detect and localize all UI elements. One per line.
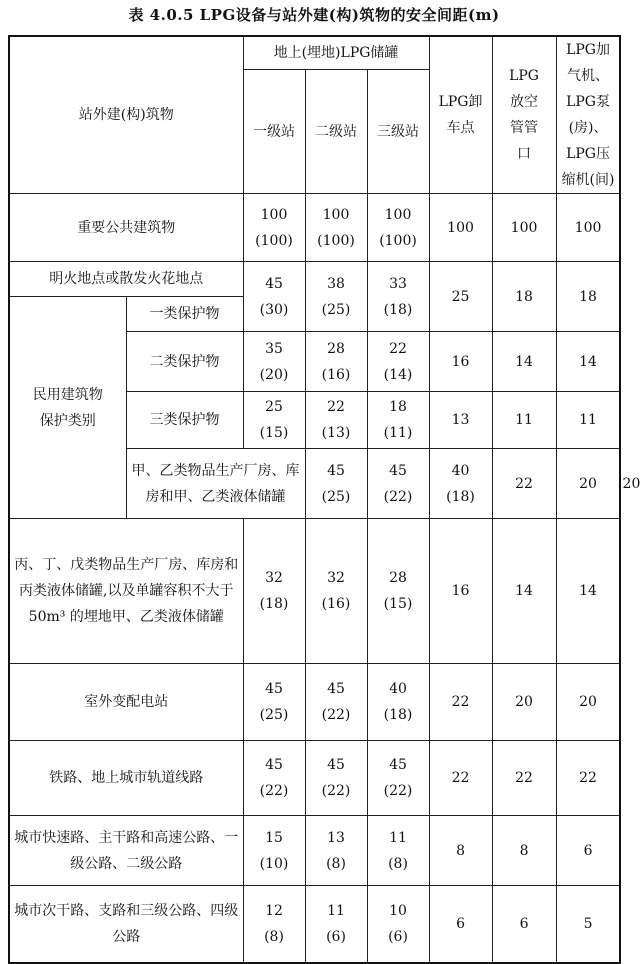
table-caption: 表 4.0.5 LPG设备与站外建(构)筑物的安全间距(m) <box>128 6 500 24</box>
header-dispenser-pump-compressor: LPG加气机、LPG泵(房)、LPG压缩机(间) <box>556 36 620 194</box>
cell-grade-3: 33 (18) <box>367 262 429 332</box>
cell-grade-1: 25 (15) <box>243 392 305 449</box>
cell-pump: 18 <box>556 262 620 332</box>
cell-vent: 20 <box>556 449 620 519</box>
cell-pump: 22 <box>556 741 620 816</box>
row-label: 三类保护物 <box>126 392 243 449</box>
cell-grade-3: 18 (11) <box>367 392 429 449</box>
table-row <box>9 194 620 262</box>
header-grade-3: 三级站 <box>367 70 429 194</box>
row-label: 城市快速路、主干路和高速公路、一级公路、二级公路 <box>9 816 243 886</box>
row-label: 重要公共建筑物 <box>9 194 243 262</box>
cell-grade-2: 11 (6) <box>305 886 367 963</box>
table-row <box>9 262 620 297</box>
cell-unloading: 13 <box>429 392 492 449</box>
row-label: 明火地点或散发火花地点 <box>9 262 243 297</box>
cell-unloading: 100 <box>429 194 492 262</box>
table-row <box>9 886 620 963</box>
cell-grade-1: 45 (25) <box>305 449 367 519</box>
cell-grade-2: 45 (22) <box>367 449 429 519</box>
cell-grade-2: 22 (13) <box>305 392 367 449</box>
cell-vent: 20 <box>492 664 556 741</box>
cell-pump: 14 <box>556 332 620 392</box>
safety-distance-table <box>8 35 640 964</box>
cell-grade-2: 38 (25) <box>305 262 367 332</box>
row-label: 丙、丁、戊类物品生产厂房、库房和丙类液体储罐,以及单罐容积不大于 50m³ 的埋地甲、乙类液体储罐 <box>9 519 243 664</box>
cell-grade-1: 15 (10) <box>243 816 305 886</box>
cell-pump: 14 <box>556 519 620 664</box>
row-label: 室外变配电站 <box>9 664 243 741</box>
cell-grade-1: 45 (22) <box>243 741 305 816</box>
cell-grade-3: 45 (22) <box>367 741 429 816</box>
table-row <box>9 741 620 816</box>
cell-grade-2: 45 (22) <box>305 664 367 741</box>
cell-vent: 18 <box>492 262 556 332</box>
cell-grade-1: 45 (25) <box>243 664 305 741</box>
cell-pump: 5 <box>556 886 620 963</box>
cell-unloading: 22 <box>429 664 492 741</box>
cell-pump: 100 <box>556 194 620 262</box>
cell-grade-1: 100 (100) <box>243 194 305 262</box>
cell-grade-3: 100 (100) <box>367 194 429 262</box>
cell-unloading: 25 <box>429 262 492 332</box>
cell-grade-3: 22 (14) <box>367 332 429 392</box>
table-row <box>9 519 620 664</box>
cell-grade-2: 28 (16) <box>305 332 367 392</box>
cell-vent: 14 <box>492 332 556 392</box>
cell-grade-2: 45 (22) <box>305 741 367 816</box>
cell-grade-3: 10 (6) <box>367 886 429 963</box>
cell-vent: 11 <box>492 392 556 449</box>
header-grade-2: 二级站 <box>305 70 367 194</box>
table-row <box>9 664 620 741</box>
cell-pump: 11 <box>556 392 620 449</box>
cell-unloading: 16 <box>429 332 492 392</box>
cell-grade-3: 28 (15) <box>367 519 429 664</box>
cell-pump: 6 <box>556 816 620 886</box>
row-label: 二类保护物 <box>126 332 243 392</box>
row-label: 铁路、地上城市轨道线路 <box>9 741 243 816</box>
row-label: 甲、乙类物品生产厂房、库房和甲、乙类液体储罐 <box>126 449 305 519</box>
cell-vent: 6 <box>492 886 556 963</box>
cell-grade-2: 13 (8) <box>305 816 367 886</box>
cell-grade-1: 12 (8) <box>243 886 305 963</box>
header-grade-1: 一级站 <box>243 70 305 194</box>
header-facility: 站外建(构)筑物 <box>9 36 243 194</box>
header-vent-outlet: LPG放空管管口 <box>492 36 556 194</box>
cell-unloading: 16 <box>429 519 492 664</box>
cell-grade-2: 100 (100) <box>305 194 367 262</box>
cell-vent: 14 <box>492 519 556 664</box>
cell-grade-1: 45 (30) <box>243 262 305 332</box>
table-row <box>9 816 620 886</box>
table-row: 甲、乙类物品生产厂房、库房和甲、乙类液体储罐 45 (25) 45 (22) 40 (18) 22 20 20 <box>9 449 620 519</box>
group-label-civil-protection: 民用建筑物保护类别 <box>9 297 126 519</box>
row-label: 城市次干路、支路和三级公路、四级公路 <box>9 886 243 963</box>
cell-unloading: 6 <box>429 886 492 963</box>
cell-grade-3: 11 (8) <box>367 816 429 886</box>
header-unloading-point: LPG卸车点 <box>429 36 492 194</box>
cell-unloading: 22 <box>492 449 556 519</box>
cell-pump: 20 <box>556 664 620 741</box>
row-label: 一类保护物 <box>126 297 243 332</box>
cell-vent: 22 <box>492 741 556 816</box>
cell-grade-3: 40 (18) <box>429 449 492 519</box>
cell-vent: 8 <box>492 816 556 886</box>
cell-grade-3: 40 (18) <box>367 664 429 741</box>
cell-unloading: 22 <box>429 741 492 816</box>
cell-vent: 100 <box>492 194 556 262</box>
cell-grade-2: 32 (16) <box>305 519 367 664</box>
cell-unloading: 8 <box>429 816 492 886</box>
cell-grade-1: 32 (18) <box>243 519 305 664</box>
cell-grade-1: 35 (20) <box>243 332 305 392</box>
header-storage-tank-group: 地上(埋地)LPG储罐 <box>243 36 429 70</box>
